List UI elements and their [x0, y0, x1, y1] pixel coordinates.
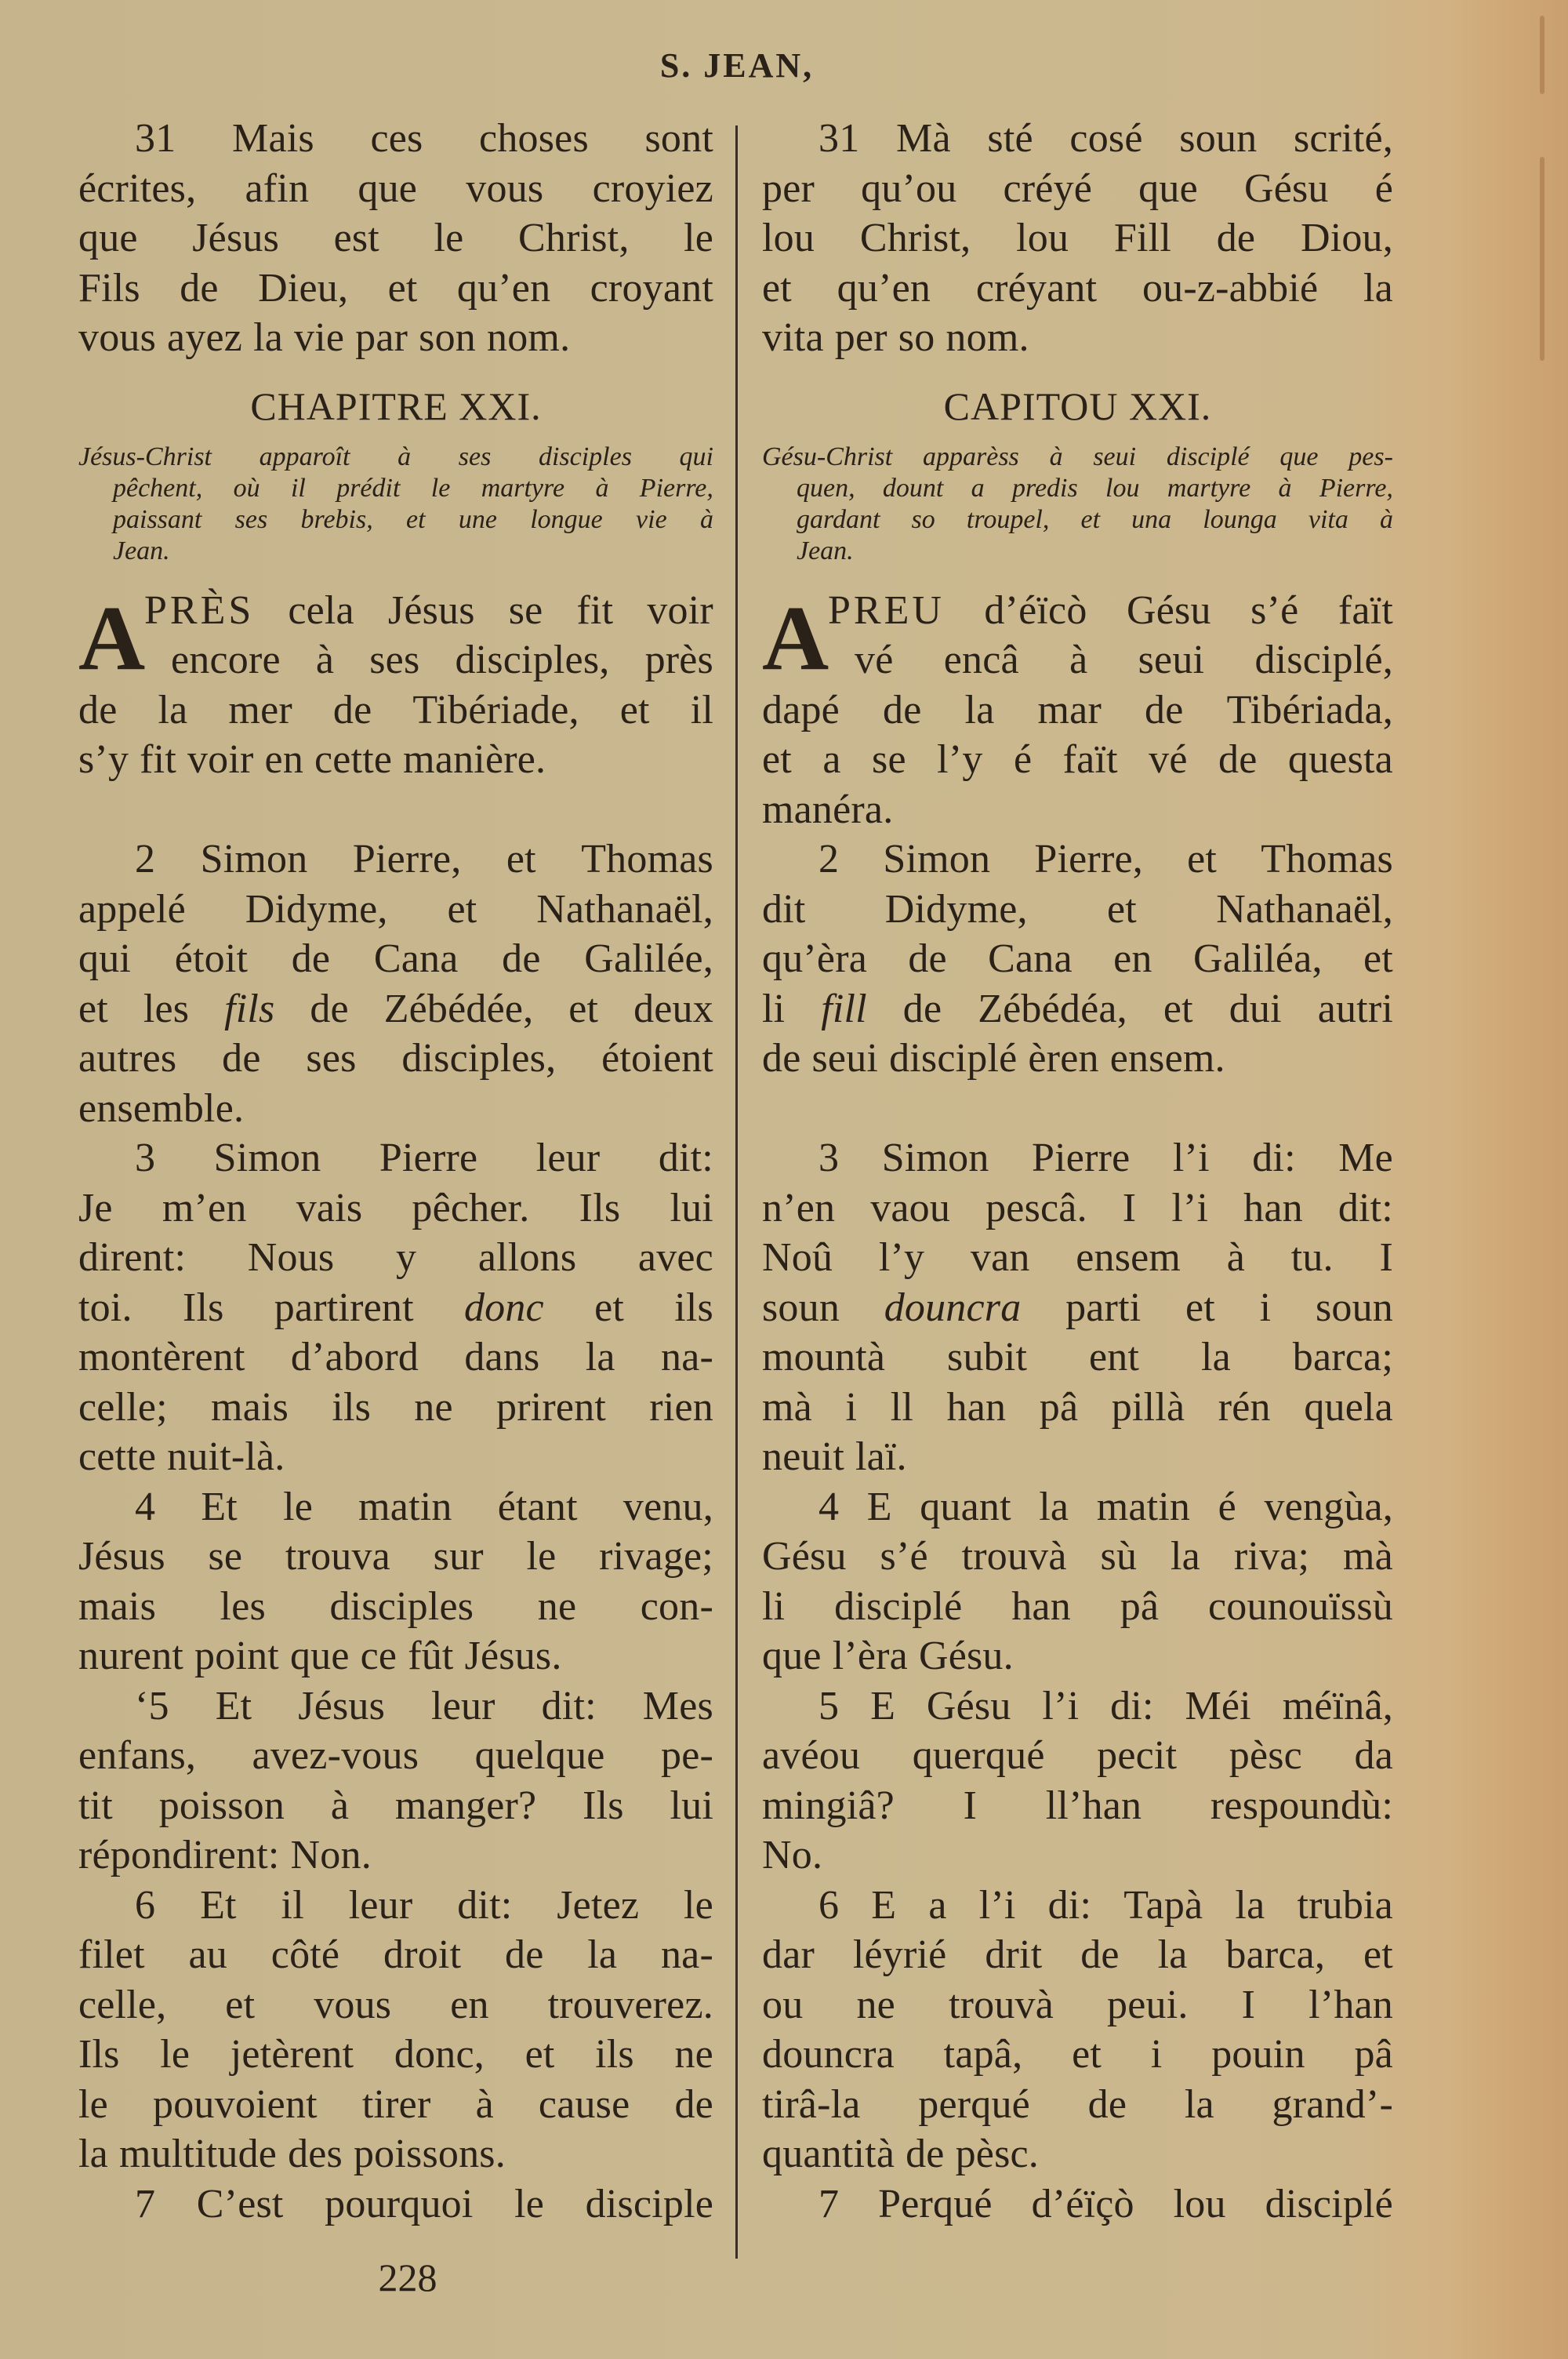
text-line: soun douncra parti et i soun: [762, 1285, 1393, 1330]
text-line: de seui disciplé èren ensem.: [762, 1036, 1225, 1081]
text-line: 7 C’est pourquoi le disciple: [135, 2181, 713, 2226]
text-line: 2 Simon Pierre, et Thomas: [818, 837, 1393, 881]
text-line: quantità de pèsc.: [762, 2132, 1039, 2176]
text-line: cette nuit-là.: [78, 1434, 285, 1479]
nicois-column: [762, 114, 1393, 2229]
text-line: ‘5 Et Jésus leur dit: Mes: [135, 1683, 713, 1728]
text-line: neuit laï.: [762, 1434, 907, 1479]
text-line: la multitude des poissons.: [78, 2132, 506, 2176]
text-line: filet au côté droit de la na-: [78, 1932, 713, 1977]
opening-paragraph: [762, 586, 1393, 835]
text-line: douncra tapâ, et i pouin pâ: [762, 2032, 1393, 2077]
text-line: Gésu s’é trouvà sù la riva; mà: [762, 1534, 1393, 1579]
text-line: mais les disciples ne con-: [78, 1583, 713, 1629]
text-line: 7 Perqué d’éïçò lou disciplé: [818, 2181, 1393, 2226]
spacer: [78, 785, 713, 835]
chapter-summary: [78, 442, 713, 567]
chapter-heading: CHAPITRE XXI.: [250, 383, 542, 428]
opening-smallcaps: PRÈS: [144, 587, 255, 633]
text-line: vous ayez la vie par son nom.: [78, 315, 571, 360]
text-line: 3 Simon Pierre leur dit:: [135, 1136, 713, 1180]
spacer: [762, 1084, 1393, 1134]
page-number: 228: [378, 2255, 437, 2299]
text-line: per qu’ou créyé que Gésu é: [762, 165, 1393, 211]
text-line: Noû l’y van ensem à tu. I: [762, 1235, 1393, 1280]
chapter-summary: [762, 442, 1393, 567]
text-line: autres de ses disciples, étoient: [78, 1036, 713, 1081]
running-head: S. JEAN,: [659, 46, 815, 85]
text-line: li fill de Zébédéa, et dui autri: [762, 986, 1393, 1031]
text-line: appelé Didyme, et Nathanaël,: [78, 886, 713, 932]
text-line: 6 Et il leur dit: Jetez le: [135, 1882, 713, 1928]
text-line: PRÈS cela Jésus se fit voir: [78, 586, 713, 636]
text-line: Ils le jetèrent donc, et ils ne: [78, 2032, 713, 2077]
text-line: li disciplé han pâ counouïssù: [762, 1583, 1393, 1629]
opening-smallcaps: PREU: [828, 587, 945, 633]
text-line: 6 E a l’i di: Tapà la trubia: [818, 1882, 1393, 1928]
text-line: Fils de Dieu, et qu’en croyant: [78, 265, 713, 311]
text-line: 3 Simon Pierre l’i di: Me: [818, 1136, 1393, 1180]
text-line: toi. Ils partirent donc et ils: [78, 1285, 713, 1330]
text-line: répondirent: Non.: [78, 1833, 372, 1877]
text-line: Je m’en vais pêcher. Ils lui: [78, 1185, 713, 1230]
text-line: mà i ll han pâ pillà rén quela: [762, 1384, 1393, 1430]
text-line: et a se l’y é faït vé de questa: [762, 737, 1393, 782]
text-line: que l’èra Gésu.: [762, 1634, 1014, 1678]
text-line: 31 Mais ces choses sont: [135, 116, 713, 161]
text-line: nurent point que ce fût Jésus.: [78, 1634, 562, 1678]
summary-line: Jean.: [113, 536, 170, 565]
text-line: dapé de la mar de Tibériada,: [762, 687, 1393, 732]
text-line: 2 Simon Pierre, et Thomas: [135, 837, 713, 881]
text-line: PREU d’éïcò Gésu s’é faït: [762, 586, 1393, 636]
opening-paragraph: [78, 586, 713, 785]
text-line: vita per so nom.: [762, 315, 1029, 360]
text-line: Jésus se trouva sur le rivage;: [78, 1534, 713, 1579]
text-line: que Jésus est le Christ, le: [78, 216, 713, 260]
text-line: écrites, afin que vous croyiez: [78, 165, 713, 211]
text-line: manéra.: [762, 787, 894, 832]
text-line: montèrent d’abord dans la na-: [78, 1335, 713, 1379]
text-line: et qu’en créyant ou-z-abbié la: [762, 265, 1393, 311]
text-line: tirâ-la perqué de la grand’-: [762, 2081, 1393, 2127]
text-line: n’en vaou pescâ. I l’i han dit:: [762, 1185, 1393, 1230]
column-divider: [735, 125, 738, 2259]
text-line: ou ne trouvà peui. I l’han: [762, 1982, 1393, 2027]
text-line: mingiâ? I ll’han respoundù:: [762, 1783, 1393, 1828]
summary-line: Jean.: [797, 536, 854, 565]
text-line: enfans, avez-vous quelque pe-: [78, 1733, 713, 1778]
text-line: encore à ses disciples, près: [171, 638, 713, 682]
text-line: celle; mais ils ne prirent rien: [78, 1384, 713, 1430]
text-line: et les fils de Zébédée, et deux: [78, 986, 713, 1031]
text-line: ensemble.: [78, 1085, 245, 1131]
drop-cap: A: [78, 586, 146, 689]
summary-line: Jésus-Christ apparoît à ses disciples qui: [78, 442, 713, 471]
summary-line: paissant ses brebis, et une longue vie à: [113, 504, 713, 534]
edge-stain: [1540, 157, 1544, 361]
text-line: dar léyrié drit de la barca, et: [762, 1932, 1393, 1977]
text-line: s’y fit voir en cette manière.: [78, 737, 546, 782]
drop-cap: A: [762, 586, 829, 689]
text-line: 31 Mà sté cosé soun scrité,: [818, 116, 1393, 161]
text-line: vé encâ à seui disciplé,: [855, 638, 1393, 682]
text-line: 4 E quant la matin é vengùa,: [818, 1484, 1393, 1529]
text-line: celle, et vous en trouverez.: [78, 1982, 713, 2027]
french-column: [78, 114, 713, 2229]
text-line: No.: [762, 1833, 823, 1877]
text-line: mountà subit ent la barca;: [762, 1335, 1393, 1379]
text-line: 4 Et le matin étant venu,: [135, 1484, 713, 1529]
summary-line: quen, dount a predis lou martyre à Pierre,: [797, 473, 1393, 503]
text-line: le pouvoient tirer à cause de: [78, 2081, 713, 2127]
summary-line: Gésu-Christ apparèss à seui disciplé que pes-: [762, 442, 1393, 471]
text-line: avéou querqué pecit pèsc da: [762, 1733, 1393, 1778]
text-line: 5 E Gésu l’i di: Méi méïnâ,: [818, 1683, 1393, 1728]
text-line: dirent: Nous y allons avec: [78, 1235, 713, 1280]
summary-line: pêchent, où il prédit le martyre à Pierre,: [113, 473, 713, 503]
text-line: dit Didyme, et Nathanaël,: [762, 886, 1393, 932]
text-line: de la mer de Tibériade, et il: [78, 687, 713, 732]
text-line: tit poisson à manger? Ils lui: [78, 1783, 713, 1828]
summary-line: gardant so troupel, et una lounga vita à: [797, 504, 1393, 534]
text-line: lou Christ, lou Fill de Diou,: [762, 216, 1393, 260]
chapter-heading: CAPITOU XXI.: [943, 383, 1212, 428]
edge-stain: [1540, 16, 1544, 94]
text-line: qu’èra de Cana en Galiléa, et: [762, 936, 1393, 981]
text-line: qui étoit de Cana de Galilée,: [78, 936, 713, 981]
